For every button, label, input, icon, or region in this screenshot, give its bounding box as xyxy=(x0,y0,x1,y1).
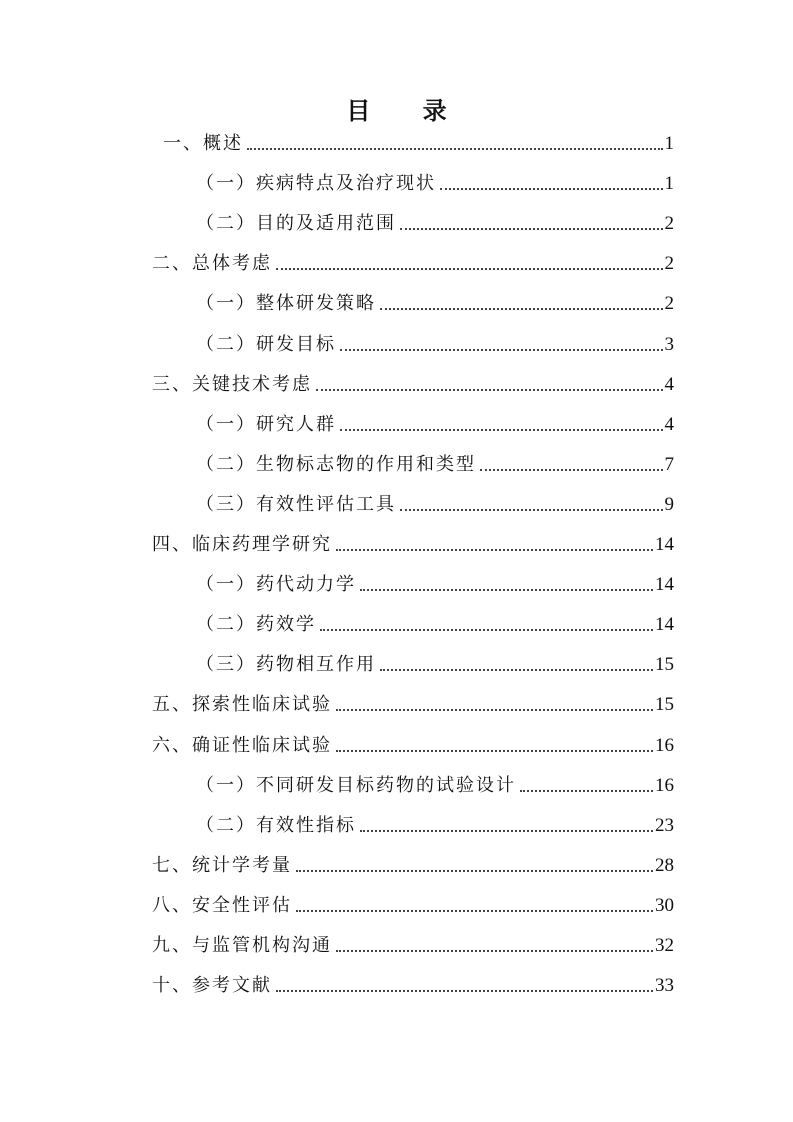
toc-entry[interactable] xyxy=(152,528,674,558)
toc-entry-text: 二、总体考虑 xyxy=(152,253,272,275)
toc-entry[interactable] xyxy=(196,328,674,358)
toc-entry[interactable] xyxy=(152,969,674,999)
toc-entry[interactable] xyxy=(196,448,674,478)
toc-entry[interactable] xyxy=(196,648,674,678)
toc-page-number: 15 xyxy=(655,654,674,676)
toc-entry[interactable] xyxy=(152,849,674,879)
toc-leader-dots xyxy=(247,148,663,150)
toc-leader-dots xyxy=(336,709,653,711)
toc-entry-text: （二）研发目标 xyxy=(196,333,336,355)
toc-entry[interactable] xyxy=(152,929,674,959)
toc-page-number: 28 xyxy=(655,854,674,876)
toc-leader-dots xyxy=(276,990,653,992)
toc-entry[interactable] xyxy=(152,368,674,398)
toc-entry-text: （一）整体研发策略 xyxy=(196,293,376,315)
toc-leader-dots xyxy=(380,669,653,671)
toc-entry[interactable] xyxy=(196,809,674,839)
toc-page-number: 7 xyxy=(664,453,674,475)
toc-page-number: 14 xyxy=(655,534,674,555)
toc-leader-dots xyxy=(296,910,653,912)
toc-page-number: 1 xyxy=(664,173,674,195)
toc-entry-text: （二）有效性指标 xyxy=(196,814,356,836)
toc-entry[interactable] xyxy=(152,729,674,759)
toc-entry-text: （一）不同研发目标药物的试验设计 xyxy=(196,774,516,796)
toc-page-number: 2 xyxy=(664,293,674,315)
toc-entry[interactable] xyxy=(196,568,674,598)
toc-entry[interactable] xyxy=(152,688,674,718)
toc-entry-text: （三）有效性评估工具 xyxy=(196,493,396,515)
toc-entry-text: （一）疾病特点及治疗现状 xyxy=(196,173,436,195)
toc-title: 目 录 xyxy=(346,96,469,125)
toc-page-number: 4 xyxy=(664,373,674,395)
toc-entry-text: （一）研究人群 xyxy=(196,413,336,435)
toc-page-number: 30 xyxy=(655,894,674,916)
toc-leader-dots xyxy=(340,349,663,351)
toc-entry-text: 三、关键技术考虑 xyxy=(152,373,312,395)
toc-page-number: 9 xyxy=(664,493,674,515)
toc-leader-dots xyxy=(360,589,653,591)
toc-entry-text: 五、探索性临床试验 xyxy=(152,694,332,716)
toc-leader-dots xyxy=(380,308,663,310)
toc-page-number: 2 xyxy=(664,253,674,275)
toc-entry-text: 四、临床药理学研究 xyxy=(152,534,332,555)
toc-entry-text: 一、概述 xyxy=(163,133,243,154)
toc-leader-dots xyxy=(296,870,653,872)
toc-entry-text: （三）药物相互作用 xyxy=(196,654,376,676)
toc-leader-dots xyxy=(360,830,653,832)
toc-leader-dots xyxy=(520,790,653,792)
toc-page-number: 2 xyxy=(664,213,674,235)
toc-entry-text: 八、安全性评估 xyxy=(152,894,292,916)
toc-leader-dots xyxy=(336,950,653,952)
toc-entry[interactable] xyxy=(196,408,674,438)
toc-page-number: 15 xyxy=(655,694,674,716)
toc-page-number: 14 xyxy=(655,614,674,636)
toc-entry-text: 六、确证性临床试验 xyxy=(152,734,332,756)
toc-entry-text: 九、与监管机构沟通 xyxy=(152,935,332,956)
toc-leader-dots xyxy=(336,750,653,752)
toc-page-number: 16 xyxy=(655,734,674,756)
toc-leader-dots xyxy=(400,509,663,511)
toc-entry[interactable] xyxy=(196,488,674,518)
toc-entry[interactable] xyxy=(196,608,674,638)
toc-page-number: 16 xyxy=(655,774,674,796)
toc-page-number: 1 xyxy=(664,133,674,154)
toc-page-number: 23 xyxy=(655,814,674,836)
toc-entry[interactable] xyxy=(163,127,674,157)
toc-page-number: 3 xyxy=(664,333,674,355)
toc-page-number: 33 xyxy=(655,975,674,997)
toc-leader-dots xyxy=(440,188,663,190)
toc-leader-dots xyxy=(316,389,663,391)
toc-page-number: 32 xyxy=(655,935,674,956)
toc-entry-text: （二）目的及适用范围 xyxy=(196,213,396,235)
toc-entry-text: 七、统计学考量 xyxy=(152,854,292,876)
toc-leader-dots xyxy=(480,469,663,471)
toc-entry[interactable] xyxy=(196,207,674,237)
toc-entry[interactable] xyxy=(152,889,674,919)
toc-entry[interactable] xyxy=(196,167,674,197)
toc-entry[interactable] xyxy=(196,769,674,799)
toc-entry-text: （一）药代动力学 xyxy=(196,574,356,596)
toc-leader-dots xyxy=(320,629,653,631)
toc-entry[interactable] xyxy=(196,287,674,317)
toc-leader-dots xyxy=(276,268,663,270)
toc-leader-dots xyxy=(400,228,663,230)
toc-entry-text: 十、参考文献 xyxy=(152,975,272,997)
toc-leader-dots xyxy=(336,549,653,551)
toc-entry[interactable] xyxy=(152,247,674,277)
toc-page-number: 14 xyxy=(655,574,674,596)
toc-entry-text: （二）生物标志物的作用和类型 xyxy=(196,453,476,475)
toc-page-number: 4 xyxy=(664,413,674,435)
toc-leader-dots xyxy=(340,429,663,431)
toc-entry-text: （二）药效学 xyxy=(196,614,316,636)
